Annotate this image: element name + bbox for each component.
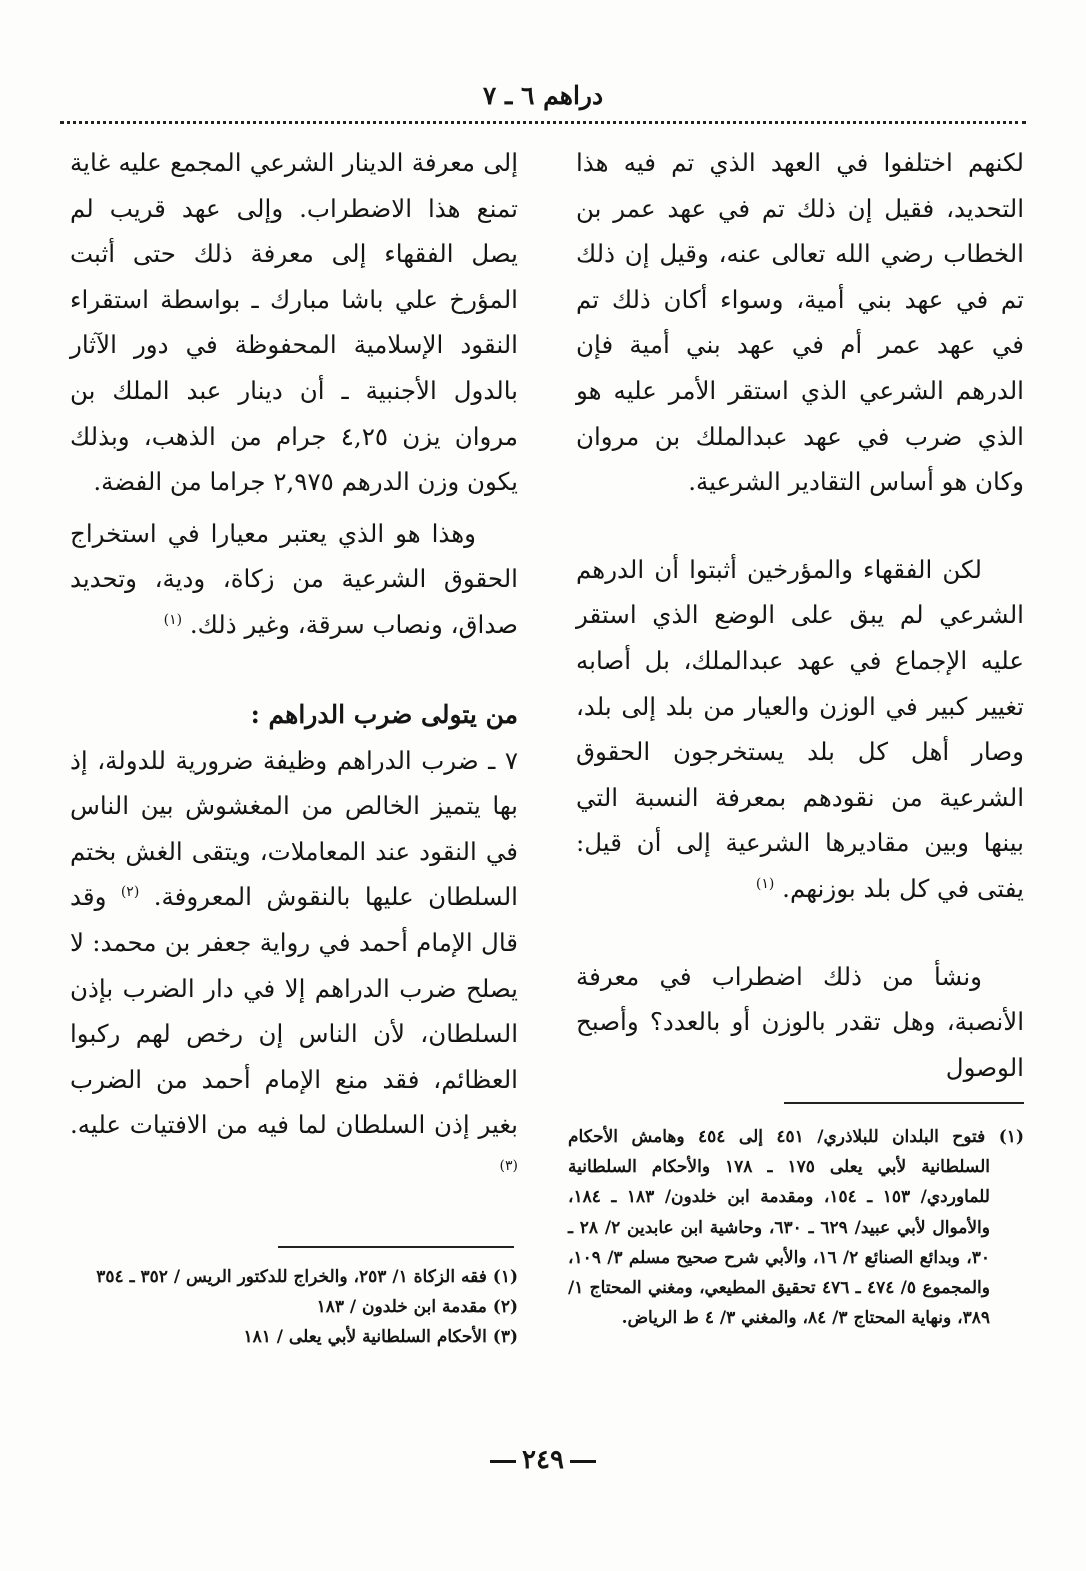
- left-footnote-1: (١) فقه الزكاة ١/ ٢٥٣، والخراج للدكتور الريس / ٣٥٢ ـ ٣٥٤: [96, 1267, 518, 1287]
- footnote-ref: (١): [163, 611, 183, 628]
- right-paragraph-2-text: لكن الفقهاء والمؤرخين أثبتوا أن الدرهم الشرعي لم يبق على الوضع الذي استقر عليه الإجماع في عهد عبدالملك، بل أصابه تغيير كبير في الوزن والعيار من بلد إلى بلد، وصار أهل كل بلد يستخرجون الحقوق الشرعية من نقودهم بمعرفة النسبة التي بينها وبين مقاديرها الشرعية إلى أن قيل: يفتى في كل بلد بوزنهم.: [576, 554, 1024, 903]
- running-header: [60, 76, 1026, 124]
- right-column: [576, 140, 1024, 1090]
- page-number-text: ٢٤٩: [522, 1445, 564, 1475]
- right-footnote-1: (١) فتوح البلدان للبلاذري/ ٤٥١ إلى ٤٥٤ وهامش الأحكام السلطانية لأبي يعلى ١٧٥ ـ ١٧٨ والأحكام السلطانية للماوردي/ ١٥٣ ـ ١٥٤، ومقدمة ابن خلدون/ ١٨٣ ـ ١٨٤، والأموال لأبي عبيد/ ٦٢٩ ـ ٦٣٠، وحاشية ابن عابدين ٢/ ٢٨ ـ ٣٠، وبدائع الصنائع ٢/ ١٦، والأبي شرح صحيح مسلم ٣/ ١٠٩، والمجموع ٥/ ٤٧٤ ـ ٤٧٦ تحقيق المطيعي، ومغني المحتاج ١/ ٣٨٩، ونهاية المحتاج ٣/ ٨٤، والمغني ٣/ ٤ ط الرياض.: [568, 1127, 1024, 1329]
- footnote-ref: (٣): [499, 1157, 518, 1174]
- right-paragraph-3: ونشأ من ذلك اضطراب في معرفة الأنصبة، وهل تقدر بالوزن أو بالعدد؟ وأصبح الوصول: [576, 961, 1024, 1082]
- right-footnote-rule: [784, 1102, 1024, 1104]
- page-number: [0, 1440, 1086, 1480]
- section-heading: من يتولى ضرب الدراهم :: [250, 699, 518, 729]
- right-footnotes: [568, 1122, 1024, 1333]
- left-footnote-2: (٢) مقدمة ابن خلدون / ١٨٣: [316, 1297, 518, 1318]
- left-paragraph-1: إلى معرفة الدينار الشرعي المجمع عليه غاية تمنع هذا الاضطراب. وإلى عهد قريب لم يصل الفقهاء إلى معرفة ذلك حتى أثبت المؤرخ علي باشا مبارك ـ بواسطة استقراء النقود الإسلامية المحفوظة في دور الآثار بالدول الأجنبية ـ أن دينار عبد الملك بن مروان يزن ٤,٢٥ جرام من الذهب، وبذلك يكون وزن الدرهم ٢,٩٧٥ جراما من الفضة.: [70, 148, 518, 497]
- left-paragraph-2: [70, 511, 518, 648]
- left-footnote-3: (٣) الأحكام السلطانية لأبي يعلى / ١٨١: [243, 1327, 518, 1348]
- right-paragraph-2: [576, 547, 1024, 912]
- left-footnotes: [70, 1262, 518, 1353]
- left-section-text-1: ٧ ـ ضرب الدراهم وظيفة ضرورية للدولة، إذ بها يتميز الخالص من المغشوش بين الناس في النقود عند المعاملات، ويتقى الغش بختم السلطان عليها بالنقوش المعروفة.: [70, 745, 518, 912]
- left-paragraph-2-text: وهذا هو الذي يعتبر معيارا في استخراج الحقوق الشرعية من زكاة، ودية، وتحديد صداق، ونصاب سرقة، وغير ذلك.: [70, 518, 518, 639]
- right-paragraph-1: لكنهم اختلفوا في العهد الذي تم فيه هذا التحديد، فقيل إن ذلك تم في عهد عمر بن الخطاب رضي الله تعالى عنه، وقيل إن ذلك تم في عهد بني أمية، وسواء أكان ذلك تم في عهد عمر أم في عهد بني أمية فإن الدرهم الشرعي الذي استقر الأمر عليه هو الذي ضرب في عهد عبدالملك بن مروان وكان هو أساس التقادير الشرعية.: [576, 148, 1024, 497]
- header-dotted-rule: [60, 121, 1026, 124]
- footnote-ref: (٢): [120, 884, 140, 901]
- left-section-text-2: وقد قال الإمام أحمد في رواية جعفر بن محمد: لا يصلح ضرب الدراهم إلا في دار الضرب بإذن السلطان، لأن الناس إن رخص لهم ركبوا العظائم، فقد منع الإمام أحمد من الضرب بغير إذن السلطان لما فيه من الافتيات عليه.: [70, 882, 518, 1140]
- left-section-paragraph: [70, 738, 518, 1194]
- page-number-dash: [490, 1460, 516, 1463]
- footnote-ref: (١): [755, 875, 775, 892]
- left-column: [70, 140, 518, 1193]
- left-footnote-rule: [278, 1246, 514, 1248]
- page-number-dash: [570, 1460, 596, 1463]
- header-title: دراهم ٦ ـ ٧: [482, 81, 604, 110]
